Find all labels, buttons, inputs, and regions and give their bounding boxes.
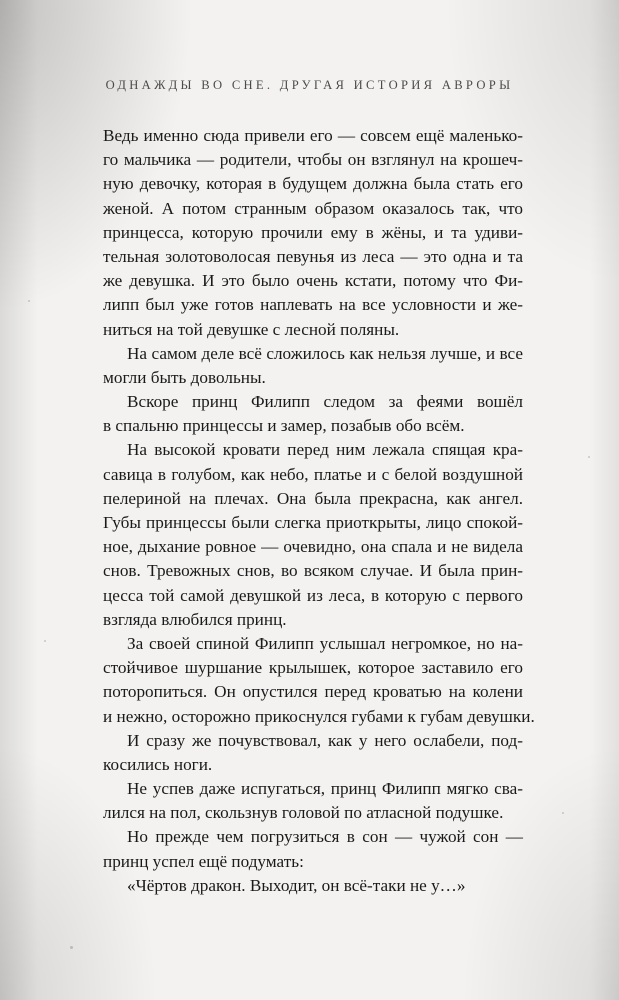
text-line: тельная золотоволосая певунья из леса — это одна и та <box>103 246 523 266</box>
running-head: ОДНАЖДЫ ВО СНЕ. ДРУГАЯ ИСТОРИЯ АВРОРЫ <box>105 78 514 92</box>
text-line: го мальчика — родители, чтобы он взглянул на крошеч- <box>103 150 523 170</box>
text-line: На высокой кровати перед ним лежала спящая кра- <box>127 440 523 460</box>
text-line: стойчивое шуршание крылышек, которое заставило его <box>103 658 523 678</box>
text-line: лился на пол, скользнув головой по атласной подушке. <box>103 803 504 823</box>
text-line: принцесса, которую прочили ему в жёны, и та удиви- <box>103 222 523 242</box>
paper-speck <box>562 812 564 814</box>
text-line: и нежно, осторожно прикоснулся губами к губам девушки. <box>103 706 535 726</box>
text-line: же девушка. И это было очень кстати, потому что Фи- <box>103 271 523 291</box>
text-line: савица в голубом, как небо, платье и с белой воздушной <box>103 464 523 484</box>
text-line: На самом деле всё сложилось как нельзя лучше, и все <box>127 343 523 363</box>
text-line: пелериной на плечах. Она была прекрасна, как ангел. <box>103 488 523 508</box>
paper-speck <box>28 300 30 302</box>
body-text <box>103 124 535 898</box>
text-line: Вскоре принц Филипп следом за феями вошёл <box>127 392 523 412</box>
text-line: снов. Тревожных снов, во всяком случае. И была прин- <box>103 561 523 581</box>
paper-speck <box>44 640 46 642</box>
text-line: поторопиться. Он опустился перед кроватью на колени <box>103 682 523 702</box>
text-line: Не успев даже испугаться, принц Филипп мягко сва- <box>127 779 523 799</box>
text-line: ное, дыхание ровное — очевидно, она спала и не видела <box>103 537 523 557</box>
paper-speck <box>70 946 73 949</box>
text-line: могли быть довольны. <box>103 367 266 387</box>
text-line: Ведь именно сюда привели его — совсем ещё маленько- <box>103 126 523 145</box>
text-line: цесса той самой девушкой из леса, в которую с первого <box>103 585 523 605</box>
text-line: женой. А потом странным образом оказалось так, что <box>103 198 523 218</box>
text-line: косились ноги. <box>103 754 213 774</box>
text-line: ную девочку, которая в будущем должна была стать его <box>103 174 523 194</box>
text-line: Губы принцессы были слегка приоткрыты, лицо спокой- <box>103 513 523 532</box>
text-line: За своей спиной Филипп услышал негромкое, но на- <box>127 633 523 653</box>
paper-speck <box>588 456 590 458</box>
text-line: принц успел ещё подумать: <box>103 851 304 871</box>
text-line: в спальню принцессы и замер, позабыв обо всём. <box>103 416 465 436</box>
text-line: липп был уже готов наплевать на все условности и же- <box>103 295 523 315</box>
text-line: ниться на той девушке с лесной поляны. <box>103 319 400 339</box>
text-line: взгляда влюбился принц. <box>103 609 287 629</box>
text-line: «Чёртов дракон. Выходит, он всё-таки не у…» <box>127 875 466 895</box>
text-line: Но прежде чем погрузиться в сон — чужой сон — <box>127 827 523 847</box>
text-line: И сразу же почувствовал, как у него ослабели, под- <box>127 730 523 750</box>
